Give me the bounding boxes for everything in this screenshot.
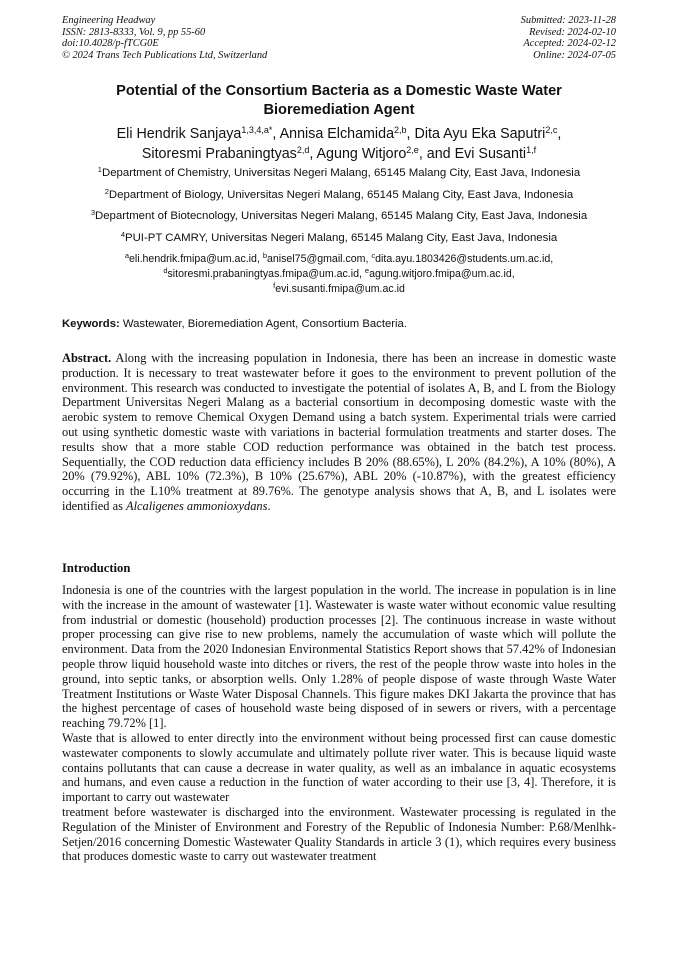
issn-volume: ISSN: 2813-8333, Vol. 9, pp 55-60 [62, 26, 206, 38]
author-email[interactable]: $^e$agung.witjoro.fmipa@um.ac.id [364, 265, 512, 280]
affiliation: $^2$Department of Biology, Universitas Negeri Malang, 65145 Malang City, East Java, Indonesia [104, 187, 574, 201]
paragraph: treatment before wastewater is discharged into the environment. Wastewater processing is regulated in the Regulation of the Minister of Environment and Forestry of the Republic of Indonesia Number: P.68/Menlhk-Setjen/2016 concerning Domestic Wastewater Quality Standards in article 3 (1), which requires every business that produces domestic waste to carry out wastewater treatment [62, 804, 616, 864]
author: Sitoresmi Prabaningtyas$^{2,d}$, [141, 145, 317, 162]
author: Annisa Elchamida$^{2,b}$, [279, 125, 415, 142]
journal-name: Engineering Headway [62, 15, 156, 26]
species-name: Alcaligenes ammonioxydans [126, 498, 268, 513]
paragraph: Waste that is allowed to enter directly into the environment without being processed first can cause domestic wastewater components to slowly accumulate and ultimately pollute river water. This is because liquid waste contains pollutants that can cause a decrease in water quality, as well as an imbalance in aquatic ecosystems and humans, and even cause a reduction in the function of water according to their use [3, 4]. Therefore, it is important to carry out wastewater [62, 730, 616, 805]
keywords-text: Wastewater, Bioremediation Agent, Consortium Bacteria. [122, 318, 407, 330]
author-email[interactable]: $^b$anisel75@gmail.com [262, 251, 366, 265]
author-email[interactable]: $^c$dita.ayu.1803426@students.um.ac.id [371, 251, 551, 265]
author: Dita Ayu Eka Saputri$^{2,c}$, [414, 125, 562, 142]
keywords-label: Keywords: [62, 318, 120, 330]
abstract-text: Along with the increasing population in Indonesia, there has been an increase in domestic waste production. It is necessary to treat wastewater before it goes to the environment to prevent pollution of the environment. This research was conducted to investigate the potential of isolates A, B, and L from the Biology Department Universitas Negeri Malang as a bacterial consortium in decomposing domestic waste with the aerobic system to remove Chemical Oxygen Demand using a batch system. Experimental trials were carried out using synthetic domestic waste with variations in bacterial formulation treatments and starter doses. The results show that a more stable COD reduction performance was obtained in the batch test process. Sequentially, the COD reduction data efficiency includes B 20% (88.65%), L 20% (84.2%), A 10% (80%), A 20% (79.92%), ABL 10% (72.3%), B 10% (25.67%), ABL 20% (-10.87%), with the greatest efficiency occurring in the L10% treatment at 89.76%. The genotype analysis shows that A, B, and L isolates were identified as [62, 351, 616, 513]
author-email[interactable]: $^a$eli.hendrik.fmipa@um.ac.id [124, 251, 257, 265]
copyright: © 2024 Trans Tech Publications Ltd, Switzerland [62, 49, 268, 61]
publication-dates [521, 15, 616, 61]
email-list: $^a$eli.hendrik.fmipa@um.ac.id, $^b$anisel75@gmail.com, $^c$dita.ayu.1803426@students.um.ac.id, $^d$sitoresmi.prabaningtyas.fmipa@um.ac.id, $^e$agung.witjoro.fmipa@um.ac.id, $^f$evi.susanti.fmipa@um.ac.id [124, 251, 554, 295]
section-heading-introduction: Introduction [62, 561, 131, 575]
introduction-body [62, 583, 616, 864]
author: Eli Hendrik Sanjaya$^{1,3,4,a*}$, [116, 125, 280, 142]
abstract: Abstract. Along with the increasing population in Indonesia, there has been an increase in domestic waste production. It is necessary to treat wastewater before it goes to the environment to prevent pollution of the environment. This research was conducted to investigate the potential of isolates A, B, and L from the Biology Department Universitas Negeri Malang as a bacterial consortium in decomposing domestic waste with the aerobic system to remove Chemical Oxygen Demand using a batch system. Experimental trials were carried out using synthetic domestic waste with variations in bacterial formulation treatments and starter doses. The results show that a more stable COD reduction performance was obtained in the batch test process. Sequentially, the COD reduction data efficiency includes B 20% (88.65%), L 20% (84.2%), A 10% (80%), A 20% (79.92%), ABL 10% (72.3%), B 10% (25.67%), ABL 20% (-10.87%), with the greatest efficiency occurring in the L10% treatment at 89.76%. The genotype analysis shows that A, B, and L isolates were identified as Alcaligenes ammonioxydans. [62, 351, 616, 513]
keywords [62, 317, 616, 331]
title-line-2: Bioremediation Agent [263, 101, 415, 118]
author: Evi Susanti$^{1,f}$ [454, 145, 537, 162]
author: Agung Witjoro$^{2,e}$, and [316, 145, 455, 162]
paragraph: Indonesia is one of the countries with the largest population in the world. The increase in population is in line with the increase in the amount of wastewater [1]. Wastewater is waste water without economic value resulting from industrial or domestic (household) production processes [2]. The continuous increase in waste without proper processing can give rise to new problems, namely the accumulation of waste which will pollute the environment. Data from the 2020 Indonesian Environmental Statistics Report shows that 57.42% of Indonesian people throw liquid household waste into ditches or rivers, the rest of the people throw waste into holes in the ground, into septic tanks, or absorption wells. Only 1.28% of people dispose of waste through Waste Water Treatment Institutions or Waste Water Disposal Channels. This figure makes DKI Jakarta the province that has the highest percentage of cases of household waste being disposed of in sewers or rivers, with a percentage reaching 79.72% [1]. [62, 583, 616, 731]
author-list [40, 124, 638, 164]
doi-link[interactable]: doi:10.4028/p-fTCG0E [62, 38, 159, 50]
revised-date: Revised: 2024-02-10 [529, 26, 616, 38]
affiliation: $^1$Department of Chemistry, Universitas Negeri Malang, 65145 Malang City, East Java, Indonesia [97, 165, 581, 179]
submitted-date: Submitted: 2023-11-28 [520, 15, 616, 26]
accepted-date: Accepted: 2024-02-12 [523, 38, 616, 50]
affiliation: $^3$Department of Biotecnology, Universitas Negeri Malang, 65145 Malang City, East Java, Indonesia [90, 208, 588, 222]
online-date: Online: 2024-07-05 [533, 49, 616, 61]
paper-title [40, 82, 638, 119]
author-email[interactable]: $^f$evi.susanti.fmipa@um.ac.id [273, 280, 405, 295]
title-line-1: Potential of the Consortium Bacteria as a Domestic Waste Water [116, 83, 562, 99]
affiliation: $^4$PUI-PT CAMRY, Universitas Negeri Malang, 65145 Malang City, East Java, Indonesia [120, 230, 558, 244]
author-email[interactable]: $^d$sitoresmi.prabaningtyas.fmipa@um.ac.id [163, 265, 359, 280]
abstract-label: Abstract. [62, 351, 112, 365]
journal-info [62, 15, 267, 61]
